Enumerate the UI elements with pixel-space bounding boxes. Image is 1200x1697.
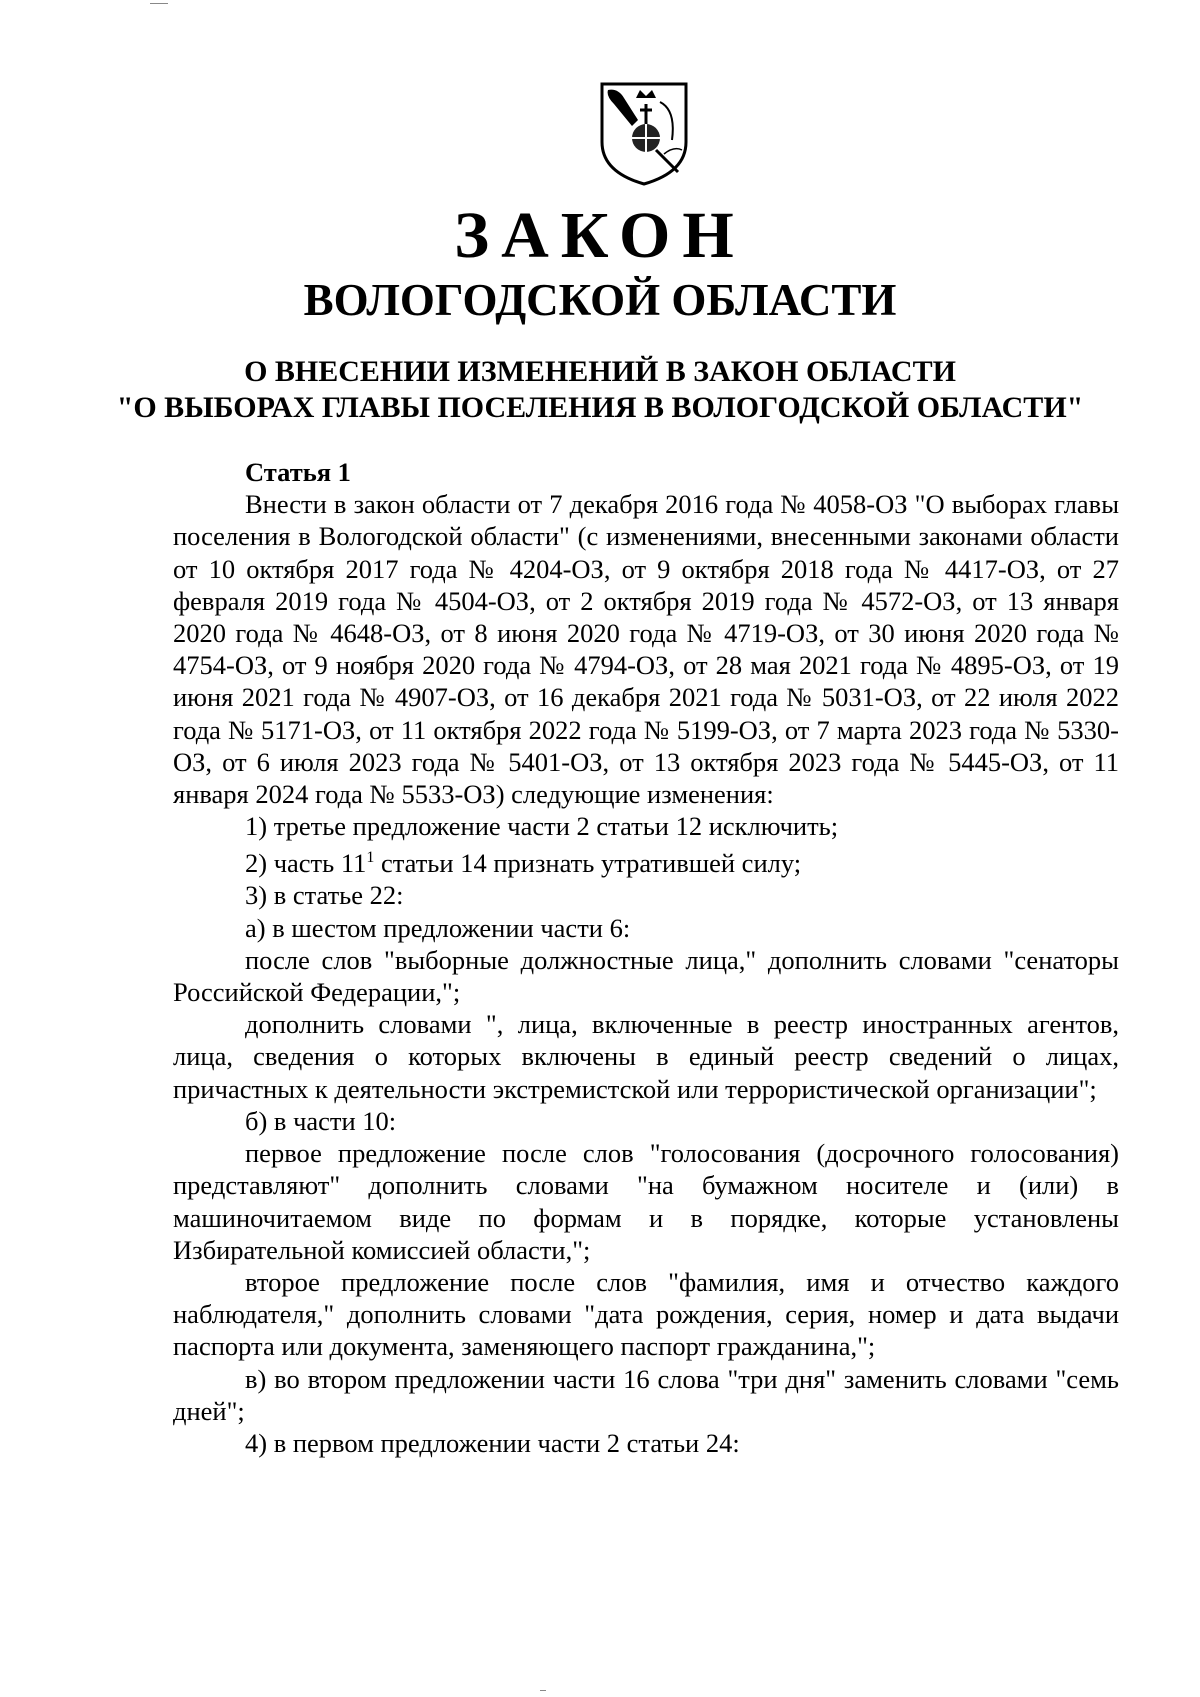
- paragraph-first-sentence: первое предложение после слов "голосования (досрочного голосования) представляют" дополнить словами "на бумажном носителе и (или) в машиночитаемом виде по формам и в порядке, которые установлены Избирательной комиссией области,";: [173, 1138, 1119, 1265]
- law-heading-line-1: О ВНЕСЕНИИ ИЗМЕНЕНИЙ В ЗАКОН ОБЛАСТИ: [244, 355, 956, 388]
- document-subtitle: ВОЛОГОДСКОЙ ОБЛАСТИ: [303, 275, 897, 325]
- paragraph-foreign-agents: дополнить словами ", лица, включенные в реестр иностранных агентов, лица, сведения о которых включены в единый реестр сведений о лицах, причастных к деятельности экстремистской или террористической организации";: [173, 1009, 1119, 1104]
- law-heading: [0, 354, 1200, 426]
- paragraph-second-sentence: второе предложение после слов "фамилия, имя и отчество каждого наблюдателя," дополнить словами "дата рождения, серия, номер и дата выдачи паспорта или документа, заменяющего паспорт гражданина,";: [173, 1266, 1119, 1362]
- paragraph-item-3a: а) в шестом предложении части 6:: [245, 912, 631, 943]
- law-heading-line-2: "О ВЫБОРАХ ГЛАВЫ ПОСЕЛЕНИЯ В ВОЛОГОДСКОЙ ОБЛАСТИ": [116, 391, 1084, 424]
- scan-mark-bottom: [540, 1690, 546, 1691]
- document-title: ЗАКОН: [454, 199, 746, 272]
- paragraph-item-3b: б) в части 10:: [245, 1105, 397, 1136]
- paragraph-item-3v: в) во втором предложении части 16 слова "три дня" заменить словами "семь дней";: [173, 1363, 1119, 1426]
- article-title: Статья 1: [245, 457, 351, 487]
- document-body: [173, 456, 1119, 1459]
- paragraph-item-2: [173, 842, 1119, 879]
- paragraph-item-3: 3) в статье 22:: [245, 880, 404, 911]
- item-2-superscript: 1: [366, 849, 375, 867]
- item-2-before: 2) часть 11: [245, 848, 367, 879]
- coat-of-arms-icon: [598, 80, 690, 188]
- paragraph-item-1: 1) третье предложение части 2 статьи 12 исключить;: [245, 811, 839, 842]
- paragraph-senators: после слов "выборные должностные лица," дополнить словами "сенаторы Российской Федерации,";: [173, 944, 1119, 1008]
- item-2-after: статьи 14 признать утратившей силу;: [374, 848, 802, 879]
- paragraph-item-4: 4) в первом предложении части 2 статьи 24:: [245, 1427, 740, 1458]
- paragraph-intro: Внести в закон области от 7 декабря 2016 года № 4058-ОЗ "О выборах главы поселения в Вологодской области" (с изменениями, внесенными законами области от 10 октября 2017 года № 4204-ОЗ, от 9 октября 2018 года № 4417-ОЗ, от 27 февраля 2019 года № 4504-ОЗ, от 2 октября 2019 года № 4572-ОЗ, от 13 января 2020 года № 4648-ОЗ, от 8 июня 2020 года № 4719-ОЗ, от 30 июня 2020 года № 4754-ОЗ, от 9 ноября 2020 года № 4794-ОЗ, от 28 мая 2021 года № 4895-ОЗ, от 19 июня 2021 года № 4907-ОЗ, от 16 декабря 2021 года № 5031-ОЗ, от 22 июля 2022 года № 5171-ОЗ, от 11 октября 2022 года № 5199-ОЗ, от 7 марта 2023 года № 5330-ОЗ, от 6 июля 2023 года № 5401-ОЗ, от 13 октября 2023 года № 5445-ОЗ, от 11 января 2024 года № 5533-ОЗ) следующие изменения:: [173, 489, 1119, 810]
- scan-mark-top-left: [150, 3, 168, 4]
